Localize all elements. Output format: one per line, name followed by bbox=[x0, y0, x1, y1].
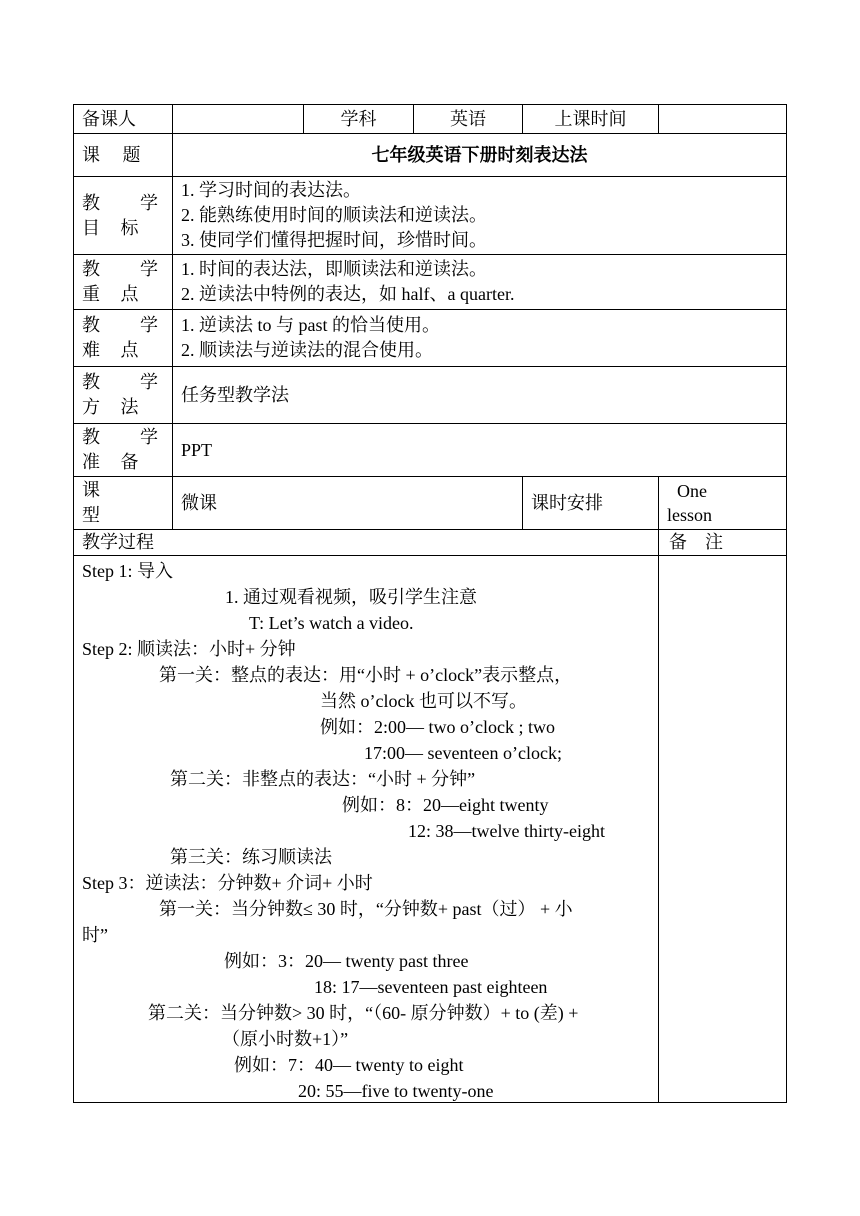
lesson-type-value: 微课 bbox=[173, 477, 523, 530]
process-line: 时” bbox=[82, 925, 108, 945]
difficulties-label: 教 学 难 点 bbox=[74, 310, 173, 367]
goals-row bbox=[74, 177, 787, 255]
process-header-row bbox=[74, 530, 787, 556]
schedule-label: 课时安排 bbox=[523, 477, 659, 530]
process-line: 1. 通过观看视频，吸引学生注意 bbox=[225, 587, 477, 607]
difficulty-item: 1. 逆读法 to 与 past 的恰当使用。 bbox=[181, 315, 440, 335]
difficulties-content bbox=[173, 310, 787, 367]
difficulties-row bbox=[74, 310, 787, 367]
goal-item: 3. 使同学们懂得把握时间，珍惜时间。 bbox=[181, 230, 487, 250]
process-content bbox=[74, 556, 659, 1103]
lesson-type-row bbox=[74, 477, 787, 530]
class-time-value bbox=[659, 105, 787, 134]
preparer-label: 备课人 bbox=[74, 105, 173, 134]
goal-item: 1. 学习时间的表达法。 bbox=[181, 180, 361, 200]
process-line: 当然 o’clock 也可以不写。 bbox=[320, 691, 527, 711]
process-row bbox=[74, 556, 787, 1103]
goal-item: 2. 能熟练使用时间的顺读法和逆读法。 bbox=[181, 205, 487, 225]
preparation-label: 教 学 准 备 bbox=[74, 424, 173, 477]
key-points-row bbox=[74, 255, 787, 310]
subject-value: 英语 bbox=[414, 105, 523, 134]
topic-label: 课 题 bbox=[74, 134, 173, 177]
process-line: 18: 17—seventeen past eighteen bbox=[314, 977, 548, 997]
lesson-plan-table bbox=[73, 104, 787, 1103]
process-line: （原小时数+1）” bbox=[222, 1029, 349, 1049]
notes-header: 备 注 bbox=[659, 530, 787, 556]
header-row bbox=[74, 105, 787, 134]
goals-content bbox=[173, 177, 787, 255]
goals-label: 教 学 目 标 bbox=[74, 177, 173, 255]
process-line: 例如：7：40— twenty to eight bbox=[234, 1055, 464, 1075]
process-line: Step 3：逆读法：分钟数+ 介词+ 小时 bbox=[82, 873, 373, 893]
method-label: 教 学 方 法 bbox=[74, 367, 173, 424]
method-value: 任务型教学法 bbox=[173, 367, 787, 424]
process-line: 20: 55—five to twenty-one bbox=[298, 1081, 494, 1101]
process-line: 12: 38—twelve thirty-eight bbox=[408, 821, 605, 841]
class-time-label: 上课时间 bbox=[523, 105, 659, 134]
key-points-label: 教 学 重 点 bbox=[74, 255, 173, 310]
process-header: 教学过程 bbox=[74, 530, 659, 556]
difficulty-item: 2. 顺读法与逆读法的混合使用。 bbox=[181, 340, 433, 360]
process-line: Step 1: 导入 bbox=[82, 561, 174, 581]
schedule-value bbox=[659, 477, 787, 530]
process-line: 第三关：练习顺读法 bbox=[170, 847, 332, 867]
key-point-item: 1. 时间的表达法，即顺读法和逆读法。 bbox=[181, 259, 487, 279]
subject-label: 学科 bbox=[304, 105, 414, 134]
lesson-type-label: 课 型 bbox=[74, 477, 173, 530]
method-row bbox=[74, 367, 787, 424]
process-line: T: Let’s watch a video. bbox=[249, 613, 414, 633]
process-line: Step 2: 顺读法：小时+ 分钟 bbox=[82, 639, 296, 659]
process-line: 例如：2:00— two o’clock ; two bbox=[320, 717, 555, 737]
schedule-value-line: One bbox=[677, 481, 707, 501]
schedule-value-line: lesson bbox=[667, 505, 712, 525]
process-line: 第二关：非整点的表达：“小时 + 分钟” bbox=[170, 769, 476, 789]
process-line: 第一关：当分钟数≤ 30 时，“分钟数+ past（过） + 小 bbox=[159, 899, 573, 919]
process-line: 17:00— seventeen o’clock; bbox=[364, 743, 562, 763]
process-line: 例如：8：20—eight twenty bbox=[342, 795, 549, 815]
preparer-value bbox=[173, 105, 304, 134]
key-point-item: 2. 逆读法中特例的表达，如 half、a quarter. bbox=[181, 284, 515, 304]
key-points-content bbox=[173, 255, 787, 310]
notes-column bbox=[659, 556, 787, 1103]
topic-row bbox=[74, 134, 787, 177]
lesson-title: 七年级英语下册时刻表达法 bbox=[173, 134, 787, 177]
process-line: 第一关：整点的表达：用“小时 + o’clock”表示整点， bbox=[159, 665, 573, 685]
process-line: 例如：3：20— twenty past three bbox=[224, 951, 469, 971]
preparation-value: PPT bbox=[173, 424, 787, 477]
process-line: 第二关：当分钟数> 30 时，“（60- 原分钟数）+ to (差) + bbox=[148, 1003, 579, 1023]
preparation-row bbox=[74, 424, 787, 477]
